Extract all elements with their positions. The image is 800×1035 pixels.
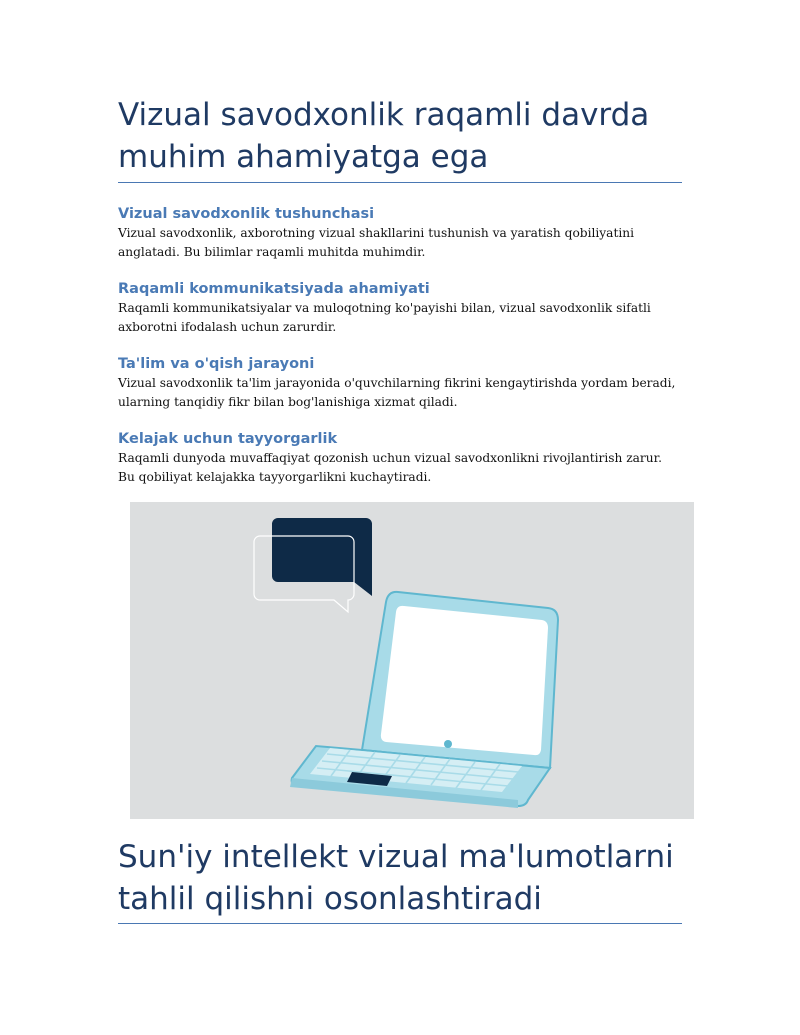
section-body: Vizual savodxonlik, axborotning vizual shakllarini tushunish va yaratish qobiliyatini anglatadi. Bu bilimlar raqamli muhitda muhimdir. xyxy=(118,226,634,259)
illustration-svg xyxy=(130,502,694,819)
page-title: Vizual savodxonlik raqamli davrda muhim ahamiyatga ega xyxy=(118,97,650,175)
section-heading: Ta'lim va o'qish jarayoni xyxy=(118,356,315,372)
section-education-process xyxy=(118,354,682,412)
title-divider xyxy=(118,923,682,924)
section-heading: Kelajak uchun tayyorgarlik xyxy=(118,431,338,447)
section-body: Vizual savodxonlik ta'lim jarayonida o'quvchilarning fikrini kengaytirishda yordam beradi, ularning tanqidiy fikr bilan bog'lanishiga xizmat qiladi. xyxy=(118,376,676,409)
section-body: Raqamli dunyoda muvaffaqiyat qozonish uchun vizual savodxonlikni rivojlantirish zarur. Bu qobiliyat kelajakka tayyorgarlikni kuchaytiradi. xyxy=(118,451,662,484)
section-body: Raqamli kommunikatsiyalar va muloqotning ko'payishi bilan, vizual savodxonlik sifatli axborotni ifodalash uchun zarurdir. xyxy=(118,301,651,334)
section-future-preparation xyxy=(118,429,682,487)
section-heading: Vizual savodxonlik tushunchasi xyxy=(118,206,375,222)
section-digital-communication xyxy=(118,279,682,337)
section-visual-literacy-concept xyxy=(118,204,682,262)
laptop-camera xyxy=(444,740,452,748)
laptop-chat-illustration xyxy=(130,502,694,819)
title-divider xyxy=(118,182,682,183)
section-title-ai: Sun'iy intellekt vizual ma'lumotlarni tahlil qilishni osonlashtiradi xyxy=(118,839,674,917)
laptop-screen xyxy=(381,606,548,755)
section-heading: Raqamli kommunikatsiyada ahamiyati xyxy=(118,281,430,297)
